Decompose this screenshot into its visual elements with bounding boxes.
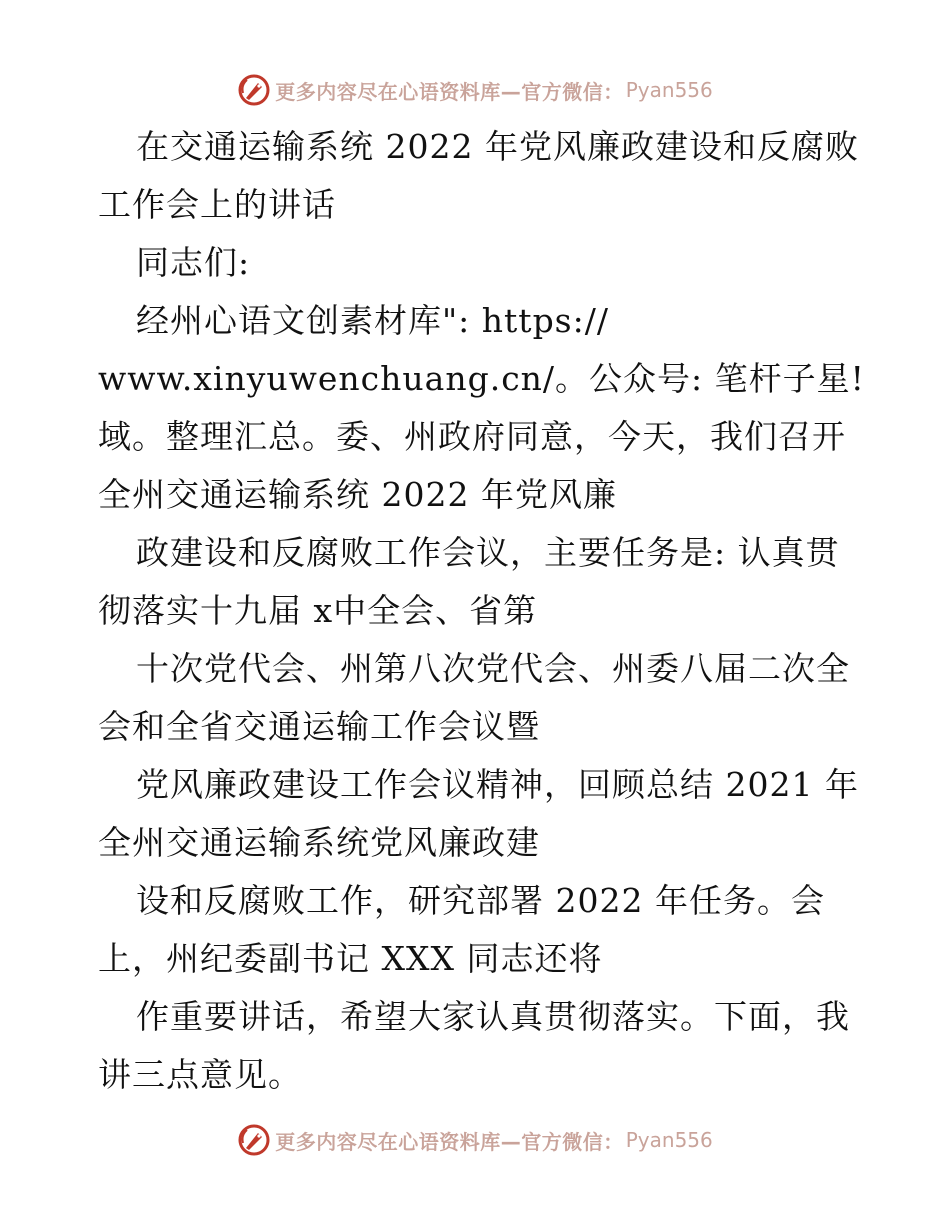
text-line: 上，州纪委副书记 XXX 同志还将 bbox=[98, 939, 603, 978]
pen-nib-logo-icon bbox=[237, 1123, 271, 1157]
watermark-account: Pyan556 bbox=[625, 1128, 713, 1152]
text-line: 党风廉政建设工作会议精神，回顾总结 2021 年 bbox=[136, 765, 859, 804]
text-line: 同志们: bbox=[136, 243, 251, 282]
text-line: 全州交通运输系统 2022 年党风廉 bbox=[98, 475, 617, 514]
text-line: 经州心语文创素材库": https:// bbox=[136, 301, 609, 340]
document-body bbox=[98, 118, 865, 1104]
text-line: 设和反腐败工作，研究部署 2022 年任务。会 bbox=[136, 881, 825, 920]
text-line: 讲三点意见。 bbox=[98, 1055, 302, 1094]
text-line: 彻落实十九届 x中全会、省第 bbox=[98, 591, 538, 630]
text-line: 全州交通运输系统党风廉政建 bbox=[98, 823, 540, 862]
text-line: 域。整理汇总。委、州政府同意，今天，我们召开 bbox=[98, 417, 846, 456]
text-line: 在交通运输系统 2022 年党风廉政建设和反腐败 bbox=[136, 127, 859, 166]
header-watermark bbox=[0, 70, 950, 110]
watermark-text: 更多内容尽在心语资料库—官方微信： bbox=[275, 79, 624, 104]
footer-watermark bbox=[0, 1120, 950, 1160]
text-line: www.xinyuwenchuang.cn/。公众号: 笔杆子星! bbox=[98, 359, 865, 398]
pen-nib-logo-icon bbox=[237, 73, 271, 107]
watermark-account: Pyan556 bbox=[625, 78, 713, 102]
text-line: 工作会上的讲话 bbox=[98, 185, 336, 224]
text-line: 十次党代会、州第八次党代会、州委八届二次全 bbox=[136, 649, 850, 688]
text-line: 会和全省交通运输工作会议暨 bbox=[98, 707, 540, 746]
text-line: 作重要讲话，希望大家认真贯彻落实。下面，我 bbox=[136, 997, 850, 1036]
text-line: 政建设和反腐败工作会议，主要任务是: 认真贯 bbox=[136, 533, 840, 572]
watermark-text: 更多内容尽在心语资料库—官方微信： bbox=[275, 1129, 624, 1154]
